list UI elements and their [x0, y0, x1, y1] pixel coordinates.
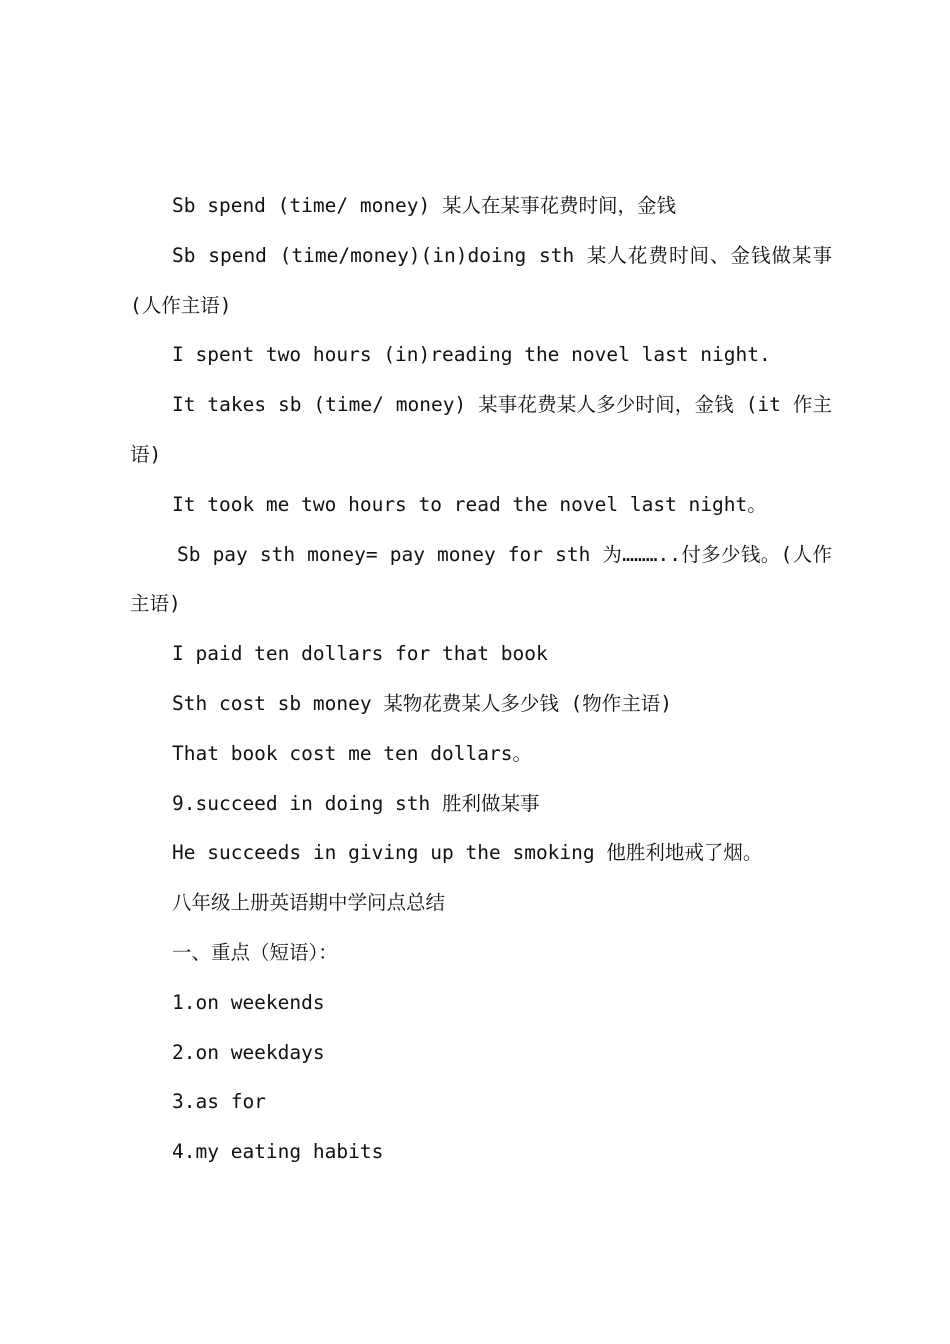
paragraph-cost-example: That book cost me ten dollars。	[172, 741, 532, 765]
paragraph-pay: Sb pay sth money= pay money for sth 为………..付多少钱。(人作主语)	[130, 542, 832, 616]
list-item: 4.my eating habits	[172, 1140, 384, 1164]
document-body	[130, 181, 832, 1177]
paragraph-succeed-example: He succeeds in giving up the smoking 他胜利地戒了烟。	[172, 841, 763, 865]
paragraph-spend-example: I spent two hours (in)reading the novel last night.	[172, 343, 771, 367]
paragraph-succeed: 9.succeed in doing sth 胜利做某事	[172, 791, 540, 815]
list-item: 3.as for	[172, 1090, 266, 1114]
list-item: 1.on weekends	[172, 990, 325, 1014]
paragraph-it-takes-example: It took me two hours to read the novel last night。	[172, 492, 767, 516]
paragraph-cost: Sth cost sb money 某物花费某人多少钱 (物作主语)	[172, 691, 673, 715]
paragraph-spend-money: Sb spend (time/ money) 某人在某事花费时间，金钱	[172, 194, 677, 217]
section-title: 八年级上册英语期中学问点总结	[172, 891, 446, 915]
section-heading-phrases: 一、重点（短语）：	[172, 940, 338, 964]
paragraph-spend-doing: Sb spend (time/money)(in)doing sth 某人花费时间、金钱做某事(人作主语)	[130, 243, 832, 317]
list-item: 2.on weekdays	[172, 1040, 325, 1064]
paragraph-it-takes: It takes sb (time/ money) 某事花费某人多少时间，金钱 (it 作主语)	[130, 393, 832, 466]
paragraph-pay-example: I paid ten dollars for that book	[172, 642, 548, 666]
